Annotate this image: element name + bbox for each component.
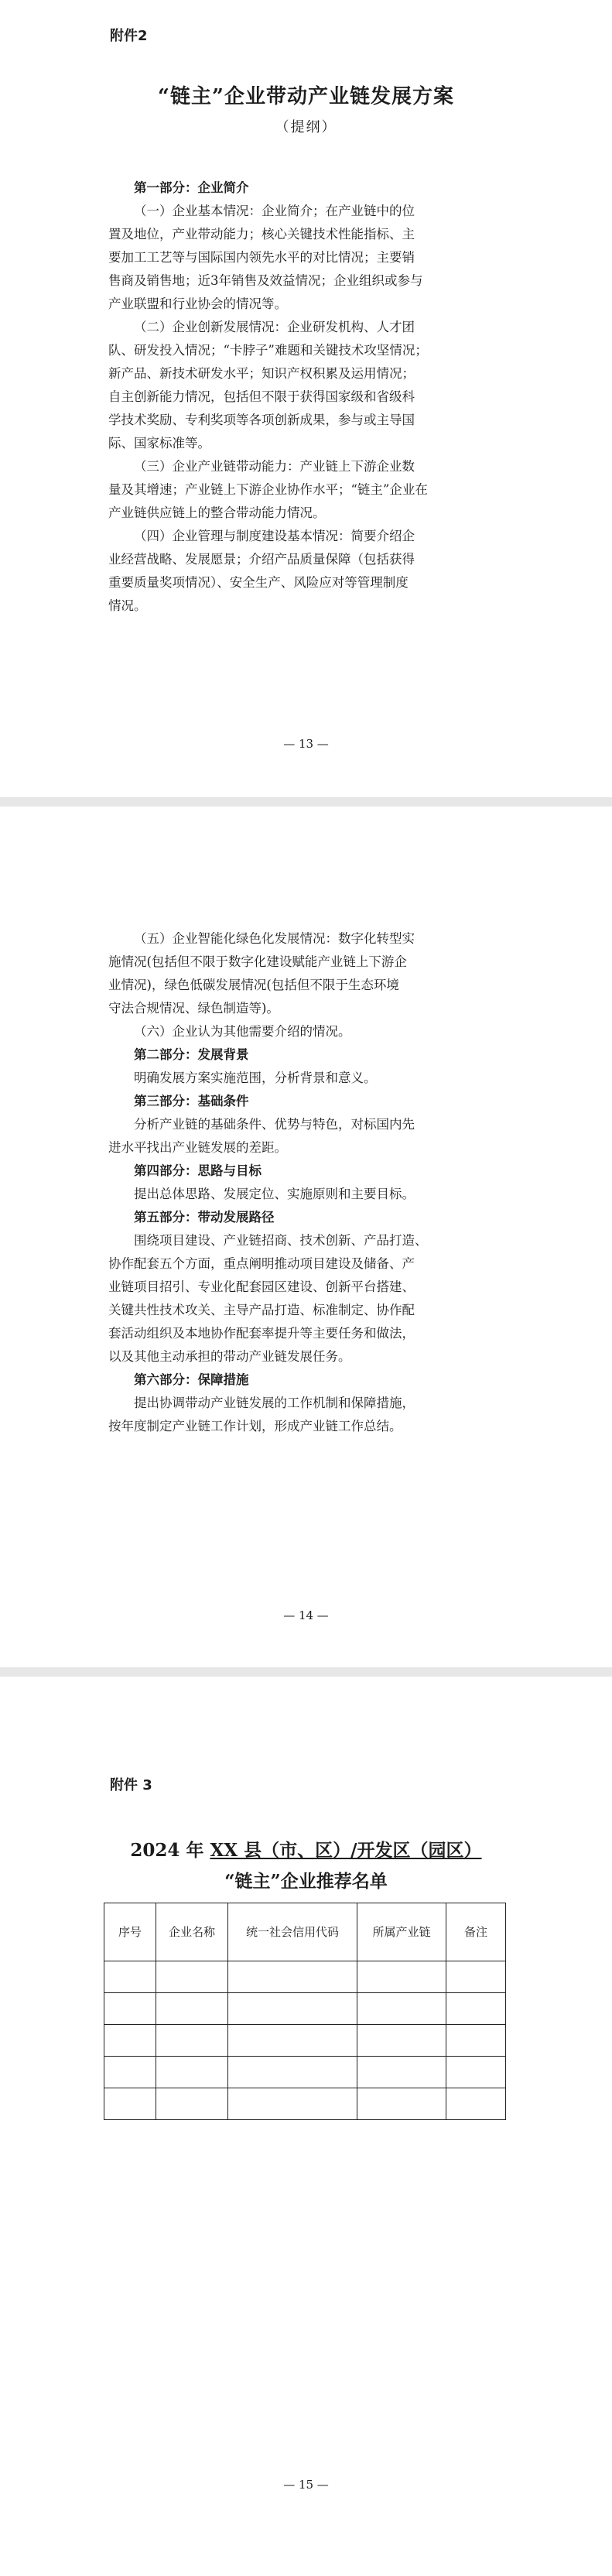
list-title-line-1: [0, 1836, 612, 1862]
document-page-15: [0, 1677, 612, 2576]
body-text-line: 产业联盟和行业协会的情况等。: [108, 296, 287, 311]
body-text-line: 提出总体思路、发展定位、实施原则和主要目标。: [134, 1187, 415, 1201]
body-text-line: 分析产业链的基础条件、优势与特色，对标国内先: [134, 1117, 415, 1132]
table-body: [104, 1961, 506, 2120]
table-cell: [156, 2057, 228, 2088]
body-text-line: （五）企业智能化绿色化发展情况：数字化转型实: [134, 931, 415, 946]
body-text-line: 学技术奖励、专利奖项等各项创新成果，参与或主导国: [108, 413, 415, 427]
table-cell: [446, 2057, 506, 2088]
body-text-line: 按年度制定产业链工作计划，形成产业链工作总结。: [108, 1419, 402, 1434]
table-row: [104, 1961, 506, 1993]
document-title: “链主”企业带动产业链发展方案: [158, 85, 454, 108]
body-text-line: 业经营战略、发展愿景；介绍产品质量保障（包括获得: [108, 552, 415, 567]
col-header-company: 企业名称: [156, 1903, 228, 1961]
body-text-line: 量及其增速；产业链上下游企业协作水平；“链主”企业在: [108, 482, 428, 497]
table-cell: [104, 2057, 156, 2088]
list-title-region: XX 县（市、区）/开发区（园区）: [210, 1840, 482, 1861]
col-header-industry-chain: 所属产业链: [357, 1903, 446, 1961]
body-text-line: 产业链供应链上的整合带动能力情况。: [108, 505, 326, 520]
body-text-line: 要加工工艺等与国际国内领先水平的对比情况；主要销: [108, 250, 415, 265]
table-cell: [357, 2057, 446, 2088]
col-header-credit-code: 统一社会信用代码: [228, 1903, 357, 1961]
table-row: [104, 2088, 506, 2120]
body-text-line: 业情况)，绿色低碳发展情况(包括但不限于生态环境: [108, 978, 399, 992]
table-header-row: [104, 1903, 506, 1961]
body-text-line: 以及其他主动承担的带动产业链发展任务。: [108, 1349, 351, 1364]
table-cell: [156, 1961, 228, 1993]
document-body: [108, 927, 511, 1438]
body-text-line: 明确发展方案实施范围，分析背景和意义。: [134, 1070, 377, 1085]
section-heading: 第六部分：保障措施: [134, 1372, 249, 1387]
table-cell: [446, 2088, 506, 2120]
body-text-line: 售商及销售地；近3年销售及效益情况；企业组织或参与: [108, 273, 423, 288]
table-cell: [156, 1993, 228, 2025]
section-heading: 第一部分：企业简介: [134, 180, 249, 195]
page-number: — 14 —: [283, 1608, 329, 1622]
table-cell: [104, 2088, 156, 2120]
table-cell: [446, 1993, 506, 2025]
body-text-line: （四）企业管理与制度建设基本情况：简要介绍企: [134, 529, 415, 543]
section-heading: 第四部分：思路与目标: [134, 1163, 262, 1178]
table-cell: [104, 1961, 156, 1993]
section-heading: 第二部分：发展背景: [134, 1047, 249, 1062]
section-heading: 第三部分：基础条件: [134, 1094, 249, 1108]
table-cell: [357, 1993, 446, 2025]
body-text-line: 重要质量奖项情况）、安全生产、风险应对等管理制度: [108, 575, 409, 590]
body-text-line: 守法合规情况、绿色制造等)。: [108, 1001, 279, 1016]
table-cell: [228, 2025, 357, 2057]
attachment-label: 附件 3: [110, 1777, 152, 1793]
col-header-remarks: 备注: [446, 1903, 506, 1961]
table-cell: [446, 1961, 506, 1993]
table-row: [104, 1993, 506, 2025]
section-heading: 第五部分：带动发展路径: [134, 1210, 275, 1225]
document-page-14: [0, 807, 612, 1667]
list-title-year: 2024 年: [130, 1840, 210, 1861]
table-cell: [228, 2057, 357, 2088]
body-text-line: （二）企业创新发展情况：企业研发机构、人才团: [134, 320, 415, 334]
body-text-line: 关键共性技术攻关、主导产品打造、标准制定、协作配: [108, 1303, 415, 1317]
body-text-line: （六）企业认为其他需要介绍的情况。: [134, 1024, 351, 1039]
table-row: [104, 2025, 506, 2057]
table-cell: [104, 2025, 156, 2057]
col-header-serial: 序号: [104, 1903, 156, 1961]
body-text-line: （一）企业基本情况：企业简介；在产业链中的位: [134, 204, 415, 218]
body-text-line: 协作配套五个方面，重点阐明推动项目建设及储备、产: [108, 1256, 415, 1271]
table-cell: [156, 2025, 228, 2057]
list-title-line-2: “链主”企业推荐名单: [224, 1871, 388, 1892]
body-text-line: 施情况(包括但不限于数字化建设赋能产业链上下游企: [108, 954, 407, 969]
table-cell: [357, 2025, 446, 2057]
recommendation-table: [104, 1903, 506, 2120]
body-text-line: 进水平找出产业链发展的差距。: [108, 1140, 287, 1155]
body-text-line: 际、国家标准等。: [108, 436, 210, 450]
body-text-line: 情况。: [108, 598, 147, 613]
body-text-line: 置及地位，产业带动能力；核心关键技术性能指标、主: [108, 227, 415, 242]
table-cell: [104, 1993, 156, 2025]
page-number: — 13 —: [283, 737, 329, 751]
table-cell: [228, 2088, 357, 2120]
table-cell: [446, 2025, 506, 2057]
table-cell: [357, 1961, 446, 1993]
table-cell: [156, 2088, 228, 2120]
table-cell: [228, 1961, 357, 1993]
table-cell: [228, 1993, 357, 2025]
attachment-label: 附件2: [110, 28, 148, 44]
page-number: — 15 —: [283, 2478, 329, 2492]
body-text-line: 队、研发投入情况；“卡脖子”难题和关键技术攻坚情况；: [108, 343, 428, 358]
body-text-line: 套活动组织及本地协作配套率提升等主要任务和做法，: [108, 1326, 415, 1341]
table-row: [104, 2057, 506, 2088]
document-page-13: [0, 0, 612, 797]
body-text-line: 提出协调带动产业链发展的工作机制和保障措施，: [134, 1396, 415, 1410]
body-text-line: 自主创新能力情况，包括但不限于获得国家级和省级科: [108, 389, 415, 404]
table-cell: [357, 2088, 446, 2120]
body-text-line: 新产品、新技术研发水平；知识产权积累及运用情况；: [108, 366, 415, 381]
document-subtitle: （提纲）: [275, 119, 337, 135]
body-text-line: 业链项目招引、专业化配套园区建设、创新平台搭建、: [108, 1279, 415, 1294]
body-text-line: （三）企业产业链带动能力：产业链上下游企业数: [134, 459, 415, 474]
body-text-line: 围绕项目建设、产业链招商、技术创新、产品打造、: [134, 1233, 428, 1248]
document-body: [108, 176, 511, 618]
